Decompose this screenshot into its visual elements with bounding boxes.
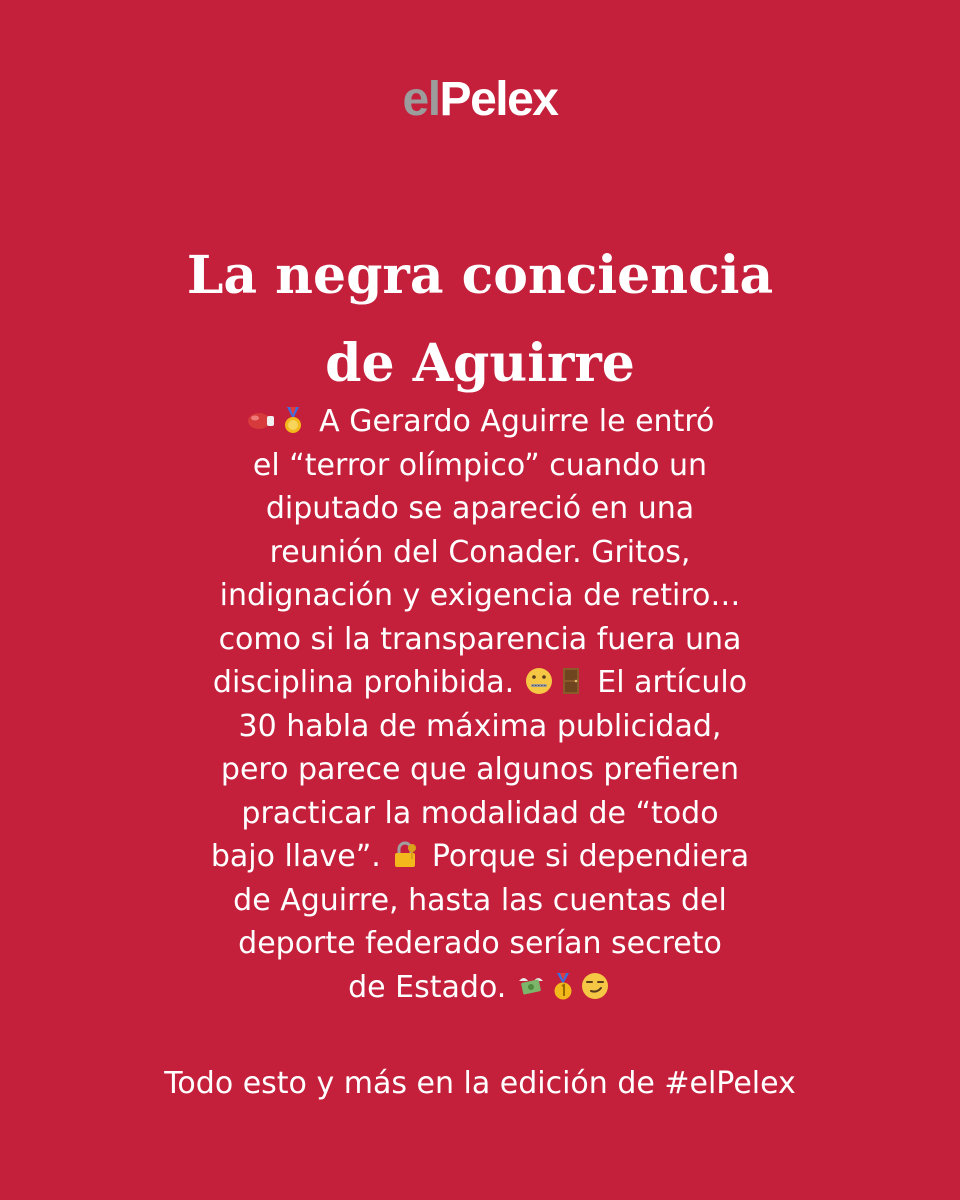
- locked-with-key-icon: [390, 840, 420, 870]
- logo-prefix: el: [402, 73, 440, 126]
- boxing-glove-icon: [246, 405, 276, 435]
- smirking-face-icon: [580, 971, 610, 1001]
- body-line: de Aguirre, hasta las cuentas del: [233, 882, 727, 918]
- medal-icon: [278, 405, 308, 435]
- body-line: reunión del Conader. Gritos,: [269, 534, 691, 570]
- money-with-wings-icon: [516, 971, 546, 1001]
- logo-main: Pelex: [439, 73, 558, 126]
- body-line: bajo llave”. Porque si dependiera: [210, 839, 750, 874]
- body-line: el “terror olímpico” cuando un: [252, 447, 708, 483]
- body-line: indignación y exigencia de retiro…: [219, 578, 741, 613]
- headline-line-1: La negra conciencia: [186, 245, 774, 306]
- door-icon: [556, 666, 586, 696]
- body-line: disciplina prohibida. El artículo: [212, 665, 748, 700]
- footer-text: Todo esto y más en la edición de #elPelex: [164, 1066, 796, 1101]
- body-line: 30 habla de máxima publicidad,: [238, 708, 722, 744]
- zipper-mouth-face-icon: [524, 666, 554, 696]
- body-line: diputado se apareció en una: [265, 491, 695, 526]
- first-place-medal-icon: [548, 971, 578, 1001]
- brand-logo: [0, 70, 960, 130]
- headline: [60, 232, 900, 408]
- body-line: practicar la modalidad de “todo: [241, 795, 719, 831]
- body-line: pero parece que algunos prefieren: [220, 752, 740, 787]
- body-line: como si la transparencia fuera una: [218, 621, 742, 657]
- body-line: A Gerardo Aguirre le entró: [60, 400, 900, 444]
- headline-line-2: de Aguirre: [325, 333, 635, 394]
- body-text: [60, 400, 900, 1009]
- body-line: deporte federado serían secreto: [238, 926, 722, 961]
- body-line: de Estado.: [60, 966, 900, 1010]
